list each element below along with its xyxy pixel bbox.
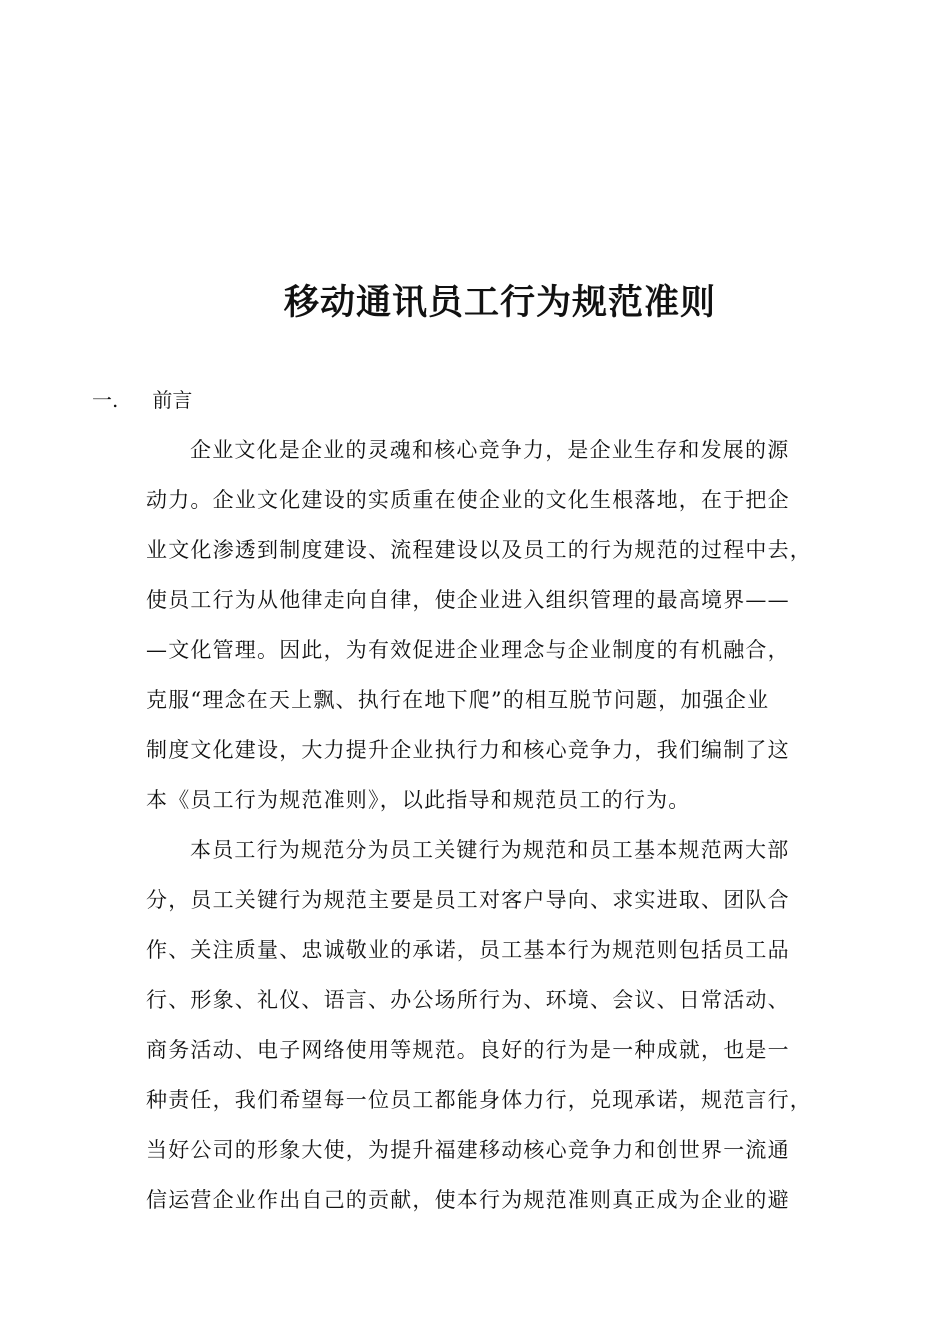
paragraph-line: 克服“理念在天上飘、执行在地下爬”的相互脱节问题，加强企业 bbox=[146, 688, 770, 712]
paragraph-line: 商务活动、电子网络使用等规范。良好的行为是一种成就，也是一 bbox=[146, 1038, 790, 1062]
section-title: 前言 bbox=[152, 388, 193, 412]
paragraph-line: 分，员工关键行为规范主要是员工对客户导向、求实进取、团队合 bbox=[146, 888, 790, 912]
paragraph-line: 业文化渗透到制度建设、流程建设以及员工的行为规范的过程中去， bbox=[146, 538, 812, 562]
section-heading bbox=[92, 386, 192, 414]
paragraph-line: 本《员工行为规范准则》，以此指导和规范员工的行为。 bbox=[146, 788, 691, 812]
paragraph-line: 种责任，我们希望每一位员工都能身体力行，兑现承诺，规范言行， bbox=[146, 1088, 812, 1112]
paragraph-line: 信运营企业作出自己的贡献，使本行为规范准则真正成为企业的避 bbox=[146, 1188, 790, 1212]
paragraph-line: 当好公司的形象大使，为提升福建移动核心竞争力和创世界一流通 bbox=[146, 1138, 790, 1162]
paragraph-line: —文化管理。因此，为有效促进企业理念与企业制度的有机融合， bbox=[146, 638, 790, 662]
paragraph-line: 使员工行为从他律走向自律，使企业进入组织管理的最高境界—— bbox=[146, 588, 790, 612]
paragraph-line: 动力。企业文化建设的实质重在使企业的文化生根落地，在于把企 bbox=[146, 488, 790, 512]
paragraph-line: 制度文化建设，大力提升企业执行力和核心竞争力，我们编制了这 bbox=[146, 738, 790, 762]
paragraph-line: 作、关注质量、忠诚敬业的承诺，员工基本行为规范则包括员工品 bbox=[146, 938, 790, 962]
section-number: 一. bbox=[92, 388, 119, 412]
paragraph-line: 本员工行为规范分为员工关键行为规范和员工基本规范两大部 bbox=[190, 838, 790, 862]
paragraph-line: 企业文化是企业的灵魂和核心竞争力，是企业生存和发展的源 bbox=[190, 438, 790, 462]
document-title: 移动通讯员工行为规范准则 bbox=[283, 282, 716, 323]
paragraph-line: 行、形象、礼仪、语言、办公场所行为、环境、会议、日常活动、 bbox=[146, 988, 790, 1012]
